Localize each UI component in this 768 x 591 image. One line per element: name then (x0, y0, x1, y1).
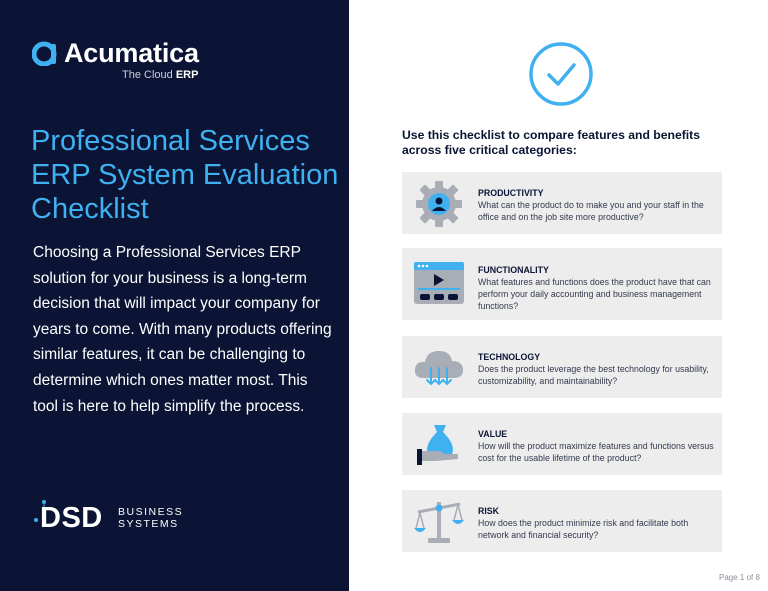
category-description: How does the product minimize risk and facilitate both network and financial security? (478, 518, 689, 540)
category-card-functionality (402, 248, 722, 320)
dsd-logo (32, 498, 192, 538)
category-description: Does the product leverage the best technology for usability, customizability, and maintainability? (478, 364, 709, 386)
intro-paragraph: Choosing a Professional Services ERP solution for your business is a long-term decision that will impact your company for years to come. With many products offering similar features, it can be challenging to determine which ones matter most. This tool is here to help simplify the process. (33, 244, 332, 415)
browser-window-icon (412, 260, 466, 308)
balance-scale-icon (412, 498, 466, 546)
category-card-technology (402, 336, 722, 398)
logo-tagline: The Cloud ERP (122, 69, 199, 81)
category-title: RISK (478, 506, 500, 516)
dsd-wordmark: DSD (40, 502, 103, 534)
acumatica-logo-icon (32, 40, 58, 66)
category-title: PRODUCTIVITY (478, 188, 544, 198)
category-card-risk (402, 490, 722, 552)
left-panel (0, 0, 349, 591)
gear-person-icon (412, 180, 466, 228)
checklist-lead: Use this checklist to compare features and benefits across five critical categories: (402, 128, 701, 157)
checkmark-circle-icon (528, 41, 594, 107)
category-title: TECHNOLOGY (478, 352, 541, 362)
logo-wordmark: Acumatica (64, 38, 199, 68)
category-card-productivity (402, 172, 722, 234)
page-title: Professional Services ERP System Evaluation Checklist (31, 125, 339, 225)
category-card-value (402, 413, 722, 475)
category-description: How will the product maximize features and functions versus cost for the usable lifetime of the product? (478, 441, 714, 463)
money-bag-hand-icon (412, 421, 466, 469)
category-title: FUNCTIONALITY (478, 265, 549, 275)
dsd-subtitle: BUSINESS SYSTEMS (118, 506, 184, 530)
cloud-download-icon (412, 344, 466, 392)
page-number: Page 1 of 8 (719, 573, 760, 582)
category-description: What features and functions does the product have that can perform your daily accounting and business management functions? (478, 277, 711, 311)
category-description: What can the product do to make you and your staff in the office and on the job site more productive? (478, 200, 704, 222)
category-title: VALUE (478, 429, 508, 439)
